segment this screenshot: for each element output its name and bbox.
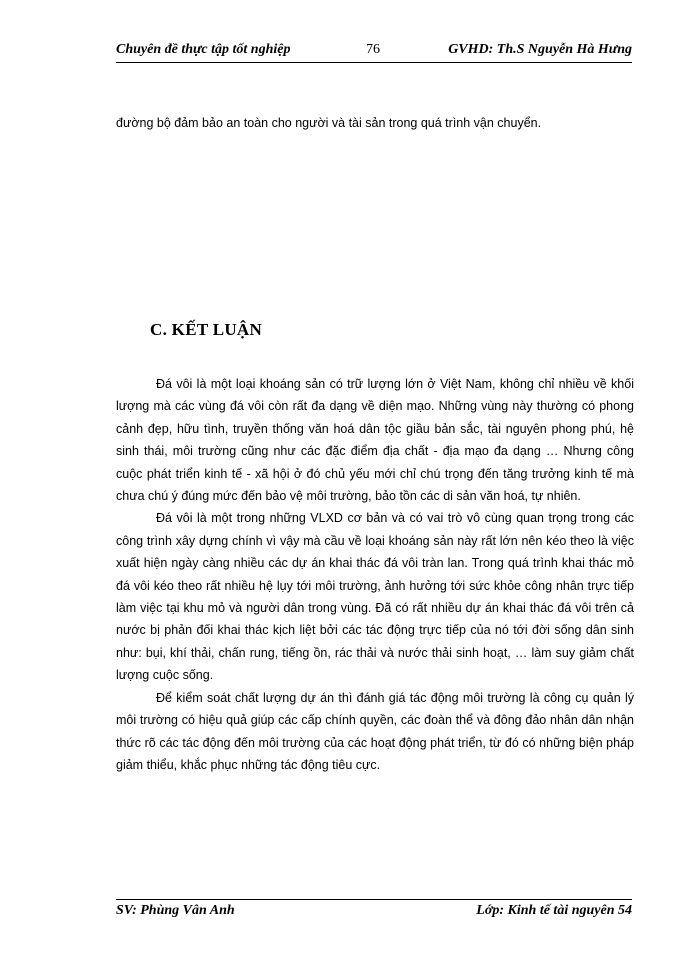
body-text bbox=[116, 373, 634, 776]
header-course-title: Chuyên đề thực tập tốt nghiệp bbox=[116, 42, 291, 57]
paragraph-1: Đá vôi là một loại khoáng sản có trữ lượng lớn ở Việt Nam, không chỉ nhiều về khối lượng mà các vùng đá vôi còn rất đa dạng về diện mạo. Những vùng này thường có phong cảnh đẹp, hữu tình, truyền thống văn hoá dân tộc giầu bản sắc, tài nguyên phong phú, hệ sinh thái, môi trường cũng như các đặc điểm địa chất - địa mạo đa dạng … Nhưng công cuộc phát triển kinh tế - xã hội ở đó chủ yếu mới chỉ chú trọng đến tăng trưởng kinh tế mà chưa chú ý đúng mức đến bảo vệ môi trường, bảo tồn các di sản văn hoá, tự nhiên. bbox=[116, 377, 634, 504]
footer-class: Lớp: Kinh tế tài nguyên 54 bbox=[476, 903, 632, 918]
section-title: C. KẾT LUẬN bbox=[150, 320, 263, 339]
page-number: 76 bbox=[366, 42, 380, 57]
paragraph-2: Đá vôi là một trong những VLXD cơ bản và có vai trò vô cùng quan trọng trong các công trình xây dựng chính vì vậy mà cầu về loại khoáng sản này rất lớn nên kéo theo là việc xuất hiện ngày càng nhiều các dự án khai thác đá vôi tràn lan. Trong quá trình khai thác mỏ đá vôi kéo theo rất nhiều hệ lụy tới môi trường, ảnh hưởng tới sức khỏe công nhân trực tiếp làm việc tại khu mỏ và người dân trong vùng. Đã có rất nhiều dự án khai thác đá vôi trên cả nước bị phản đối khai thác kịch liệt bởi các tác động trực tiếp của nó tới đời sống dân sinh như: bụi, khí thải, chấn rung, tiếng ồn, rác thải và nước thải sinh hoạt, … làm suy giảm chất lượng cuộc sống. bbox=[116, 511, 634, 683]
paragraph-3: Để kiểm soát chất lượng dự án thì đánh giá tác động môi trường là công cụ quản lý môi trường có hiệu quả giúp các cấp chính quyền, các đoàn thể và đông đảo nhân dân nhận thức rõ các tác động đến môi trường của các hoạt động phát triển, từ đó có những biện pháp giảm thiểu, khắc phục những tác động tiêu cực. bbox=[116, 690, 634, 772]
header-supervisor: GVHD: Th.S Nguyễn Hà Hưng bbox=[448, 42, 632, 57]
intro-line: đường bộ đảm bảo an toàn cho người và tài sản trong quá trình vận chuyển. bbox=[116, 116, 542, 130]
page-footer bbox=[116, 899, 632, 924]
page-header bbox=[116, 40, 632, 63]
footer-student: SV: Phùng Vân Anh bbox=[116, 903, 235, 918]
